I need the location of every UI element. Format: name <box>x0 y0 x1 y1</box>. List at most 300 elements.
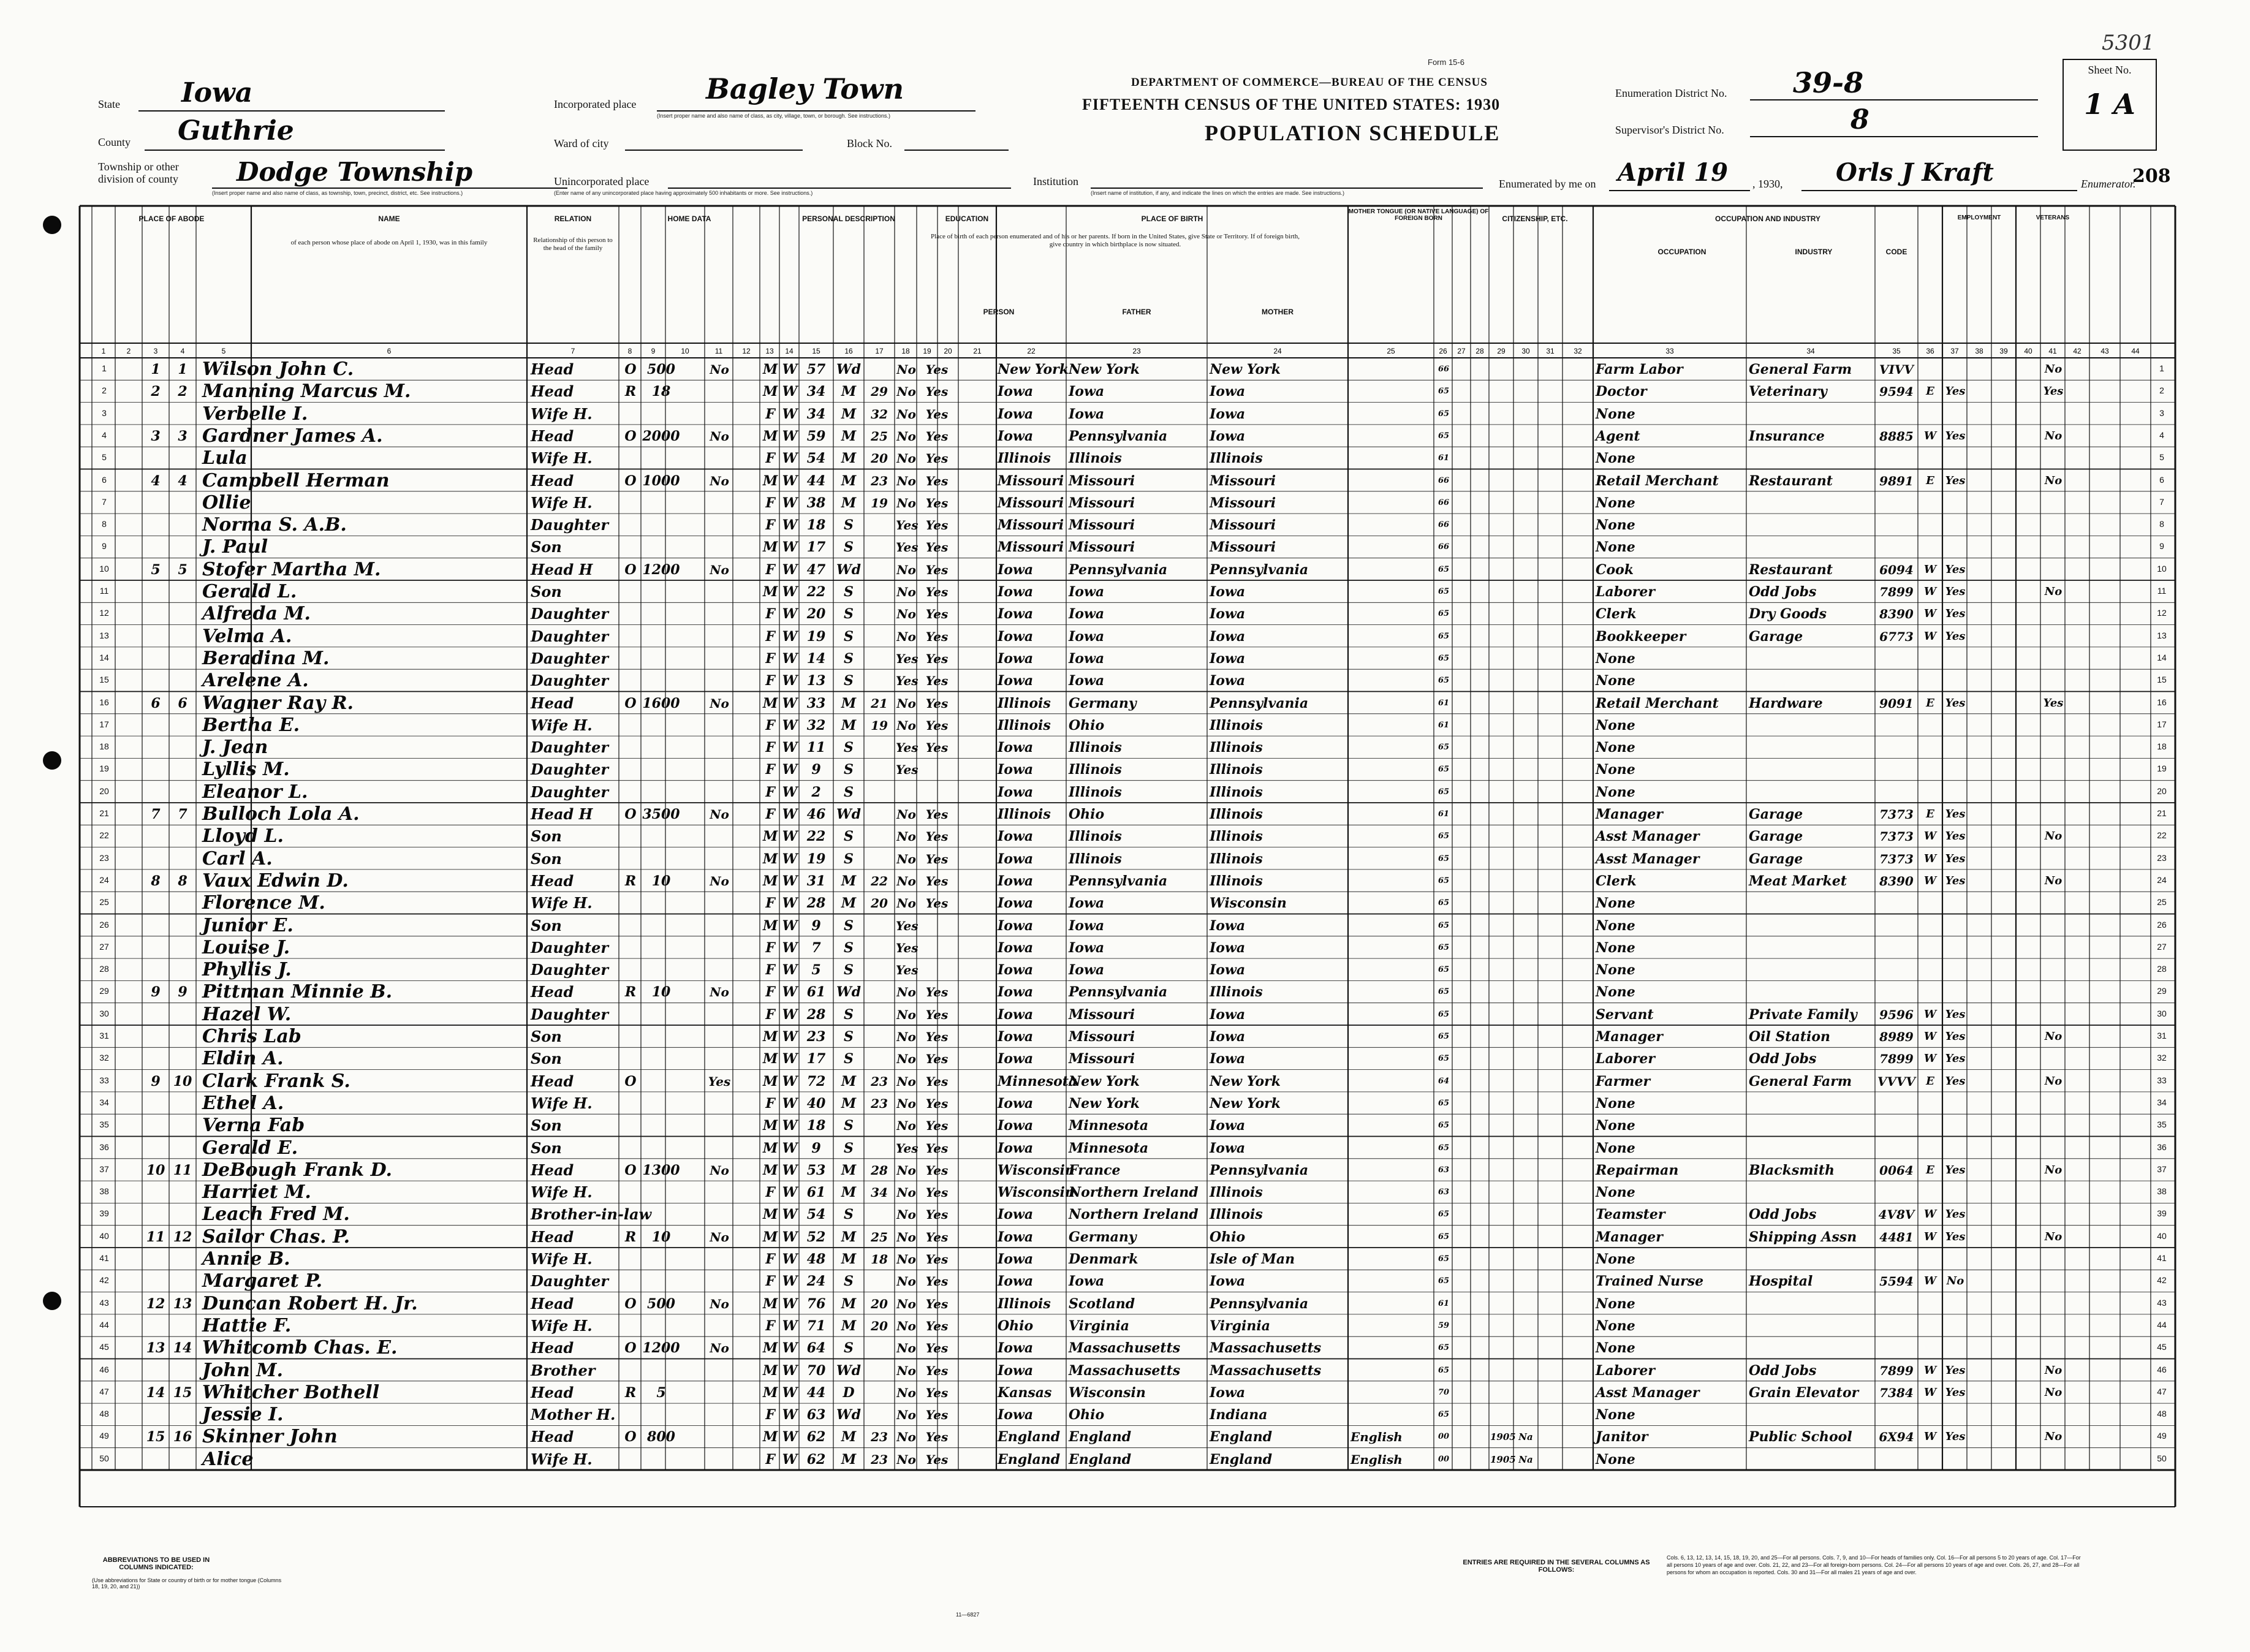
relation: Head H <box>531 560 593 578</box>
line-number: 26 <box>99 919 109 930</box>
birthplace-mother: Ohio <box>1210 1229 1246 1245</box>
farm: No <box>710 1296 729 1311</box>
age: 52 <box>806 1229 826 1245</box>
marital-status: M <box>841 450 857 467</box>
line-number: 33 <box>99 1075 109 1085</box>
race: W <box>782 1029 798 1045</box>
can-read-write: Yes <box>925 1029 949 1044</box>
line-number: 27 <box>99 941 109 952</box>
farm: No <box>710 695 729 711</box>
marital-status: S <box>844 1340 854 1357</box>
age-at-marriage: 20 <box>871 896 888 911</box>
birth-subheading: Place of birth of each person enumerated and of his or her parents. If born in the United States, give State or Territory. If of foreign birth, give country in which birthplace is now situated. <box>931 233 1300 248</box>
can-read-write: Yes <box>925 1007 949 1022</box>
family-number: 15 <box>173 1384 192 1401</box>
age: 61 <box>806 1184 826 1201</box>
line-number: 23 <box>99 852 109 863</box>
farm: No <box>710 562 729 577</box>
line-number: 44 <box>2157 1319 2167 1330</box>
birthplace-person: Iowa <box>998 584 1034 600</box>
line-number: 39 <box>2157 1208 2167 1219</box>
can-read-write: Yes <box>925 384 949 400</box>
age: 28 <box>806 895 826 912</box>
sex: F <box>765 1006 775 1023</box>
occupation-code: 9891 <box>1879 473 1914 488</box>
birth-code: 00 <box>1438 1454 1450 1464</box>
family-number: 13 <box>173 1295 192 1312</box>
farm: No <box>710 428 729 444</box>
race: W <box>782 1207 798 1223</box>
birthplace-mother: Isle of Man <box>1210 1251 1295 1267</box>
dwelling-number: 9 <box>151 1073 161 1089</box>
schedule-title: POPULATION SCHEDULE <box>1205 121 1501 145</box>
relation: Head <box>531 1072 574 1090</box>
age-at-marriage: 23 <box>871 473 888 488</box>
birthplace-mother: Illinois <box>1210 1184 1263 1201</box>
age-at-marriage: 22 <box>871 873 888 889</box>
marital-status: M <box>841 1229 857 1245</box>
person-name: Lloyd L. <box>202 825 284 847</box>
age: 64 <box>806 1340 826 1357</box>
school: Yes <box>896 963 919 978</box>
sex: F <box>765 628 775 645</box>
personal-description-heading: PERSONAL DESCRIPTION <box>802 214 895 223</box>
incorporated-value: Bagley Town <box>706 72 904 105</box>
age-at-marriage: 25 <box>871 1229 888 1245</box>
relation: Wife H. <box>531 1183 593 1202</box>
enumerator-label: Enumerator. <box>2081 178 2136 190</box>
marital-status: S <box>844 539 854 556</box>
line-number: 13 <box>2157 630 2167 640</box>
marital-status: S <box>844 673 854 689</box>
class-of-worker: W <box>1923 1052 1937 1066</box>
line-number: 30 <box>2157 1008 2167 1018</box>
sex: F <box>765 762 775 778</box>
family-number: 4 <box>178 472 188 489</box>
birthplace-mother: Pennsylvania <box>1210 1295 1309 1312</box>
birth-code: 65 <box>1438 409 1450 419</box>
employed: Yes <box>1945 1363 1966 1377</box>
sex: M <box>762 1051 778 1067</box>
line-number: 30 <box>99 1008 109 1018</box>
line-number: 38 <box>2157 1186 2167 1197</box>
can-read-write: Yes <box>925 406 949 422</box>
township-label: Township or other division of county <box>98 161 179 185</box>
birthplace-father: Missouri <box>1069 1006 1135 1023</box>
birthplace-father: Germany <box>1069 695 1137 711</box>
can-read-write: Yes <box>925 1229 949 1245</box>
line-number: 10 <box>99 563 109 574</box>
age: 7 <box>811 939 821 956</box>
enum-date-value: April 19 <box>1618 158 1729 187</box>
race: W <box>782 1451 798 1468</box>
age: 44 <box>806 472 826 489</box>
veteran: No <box>2044 874 2062 887</box>
can-read-write: Yes <box>925 1430 949 1445</box>
family-number: 1 <box>178 362 188 377</box>
farm: No <box>710 1162 729 1178</box>
industry: Restaurant <box>1749 472 1833 489</box>
birthplace-person: Iowa <box>998 762 1034 778</box>
age: 61 <box>806 984 826 1001</box>
birthplace-father: Iowa <box>1069 584 1105 600</box>
birthplace-person: Iowa <box>998 1029 1034 1045</box>
farm: No <box>710 1229 729 1245</box>
relation: Son <box>531 849 562 868</box>
line-number: 8 <box>2159 519 2164 529</box>
line-number: 46 <box>99 1364 109 1374</box>
marital-status: Wd <box>836 362 862 377</box>
relation: Wife H. <box>531 1450 593 1468</box>
occupation-code: 4V8V <box>1878 1207 1915 1222</box>
birthplace-person: Iowa <box>998 939 1034 956</box>
column-number: 31 <box>1546 347 1555 355</box>
line-number: 48 <box>2157 1409 2167 1419</box>
birth-code: 61 <box>1438 453 1450 463</box>
birthplace-father: Northern Ireland <box>1069 1207 1199 1223</box>
can-read-write: Yes <box>925 495 949 510</box>
birth-code: 65 <box>1438 920 1450 930</box>
immigration-year: 1905 <box>1490 1431 1516 1443</box>
birth-code: 65 <box>1438 987 1450 997</box>
enum-district-value: 39-8 <box>1793 66 1864 99</box>
marital-status: S <box>844 1029 854 1045</box>
birth-code: 65 <box>1438 1276 1450 1286</box>
state-value: Iowa <box>181 77 253 108</box>
industry: Hospital <box>1749 1273 1813 1290</box>
birth-code: 65 <box>1438 743 1450 752</box>
birth-code: 65 <box>1438 942 1450 952</box>
school: No <box>896 873 916 889</box>
class-of-worker: W <box>1923 607 1937 621</box>
age: 14 <box>806 650 826 667</box>
line-number: 18 <box>99 741 109 752</box>
age: 54 <box>806 1207 826 1223</box>
sex: M <box>762 828 778 845</box>
birthplace-father: England <box>1069 1451 1132 1468</box>
birth-code: 65 <box>1438 1254 1450 1264</box>
industry: Garage <box>1749 806 1803 822</box>
marital-status: Wd <box>836 984 862 1001</box>
line-number: 24 <box>2157 874 2167 885</box>
can-read-write: Yes <box>925 607 949 622</box>
birth-code: 66 <box>1438 520 1450 530</box>
relation: Daughter <box>531 961 609 979</box>
birthplace-person: Missouri <box>998 494 1064 511</box>
race: W <box>782 362 798 377</box>
person-name: Ollie <box>202 491 251 513</box>
school: No <box>896 896 916 911</box>
line-number: 39 <box>99 1208 109 1219</box>
column-number: 17 <box>875 347 884 355</box>
relation: Head H <box>531 805 593 823</box>
marital-status: M <box>841 1251 857 1267</box>
sex: F <box>765 1317 775 1334</box>
sex: F <box>765 740 775 756</box>
birth-code: 65 <box>1438 787 1450 797</box>
birth-code: 65 <box>1438 653 1450 663</box>
birthplace-mother: Iowa <box>1210 939 1246 956</box>
birthplace-person: England <box>998 1451 1061 1468</box>
occupation-code: 5594 <box>1879 1274 1914 1289</box>
birthplace-father: Denmark <box>1069 1251 1138 1267</box>
race: W <box>782 851 798 867</box>
birthplace-mother: Pennsylvania <box>1210 695 1309 711</box>
sex: M <box>762 1362 778 1379</box>
school: No <box>896 1296 916 1311</box>
birth-code: 63 <box>1438 1165 1450 1175</box>
person-name: Campbell Herman <box>202 469 390 491</box>
institution-note: (Insert name of institution, if any, and indicate the lines on which the entries are made. See instructions.) <box>1091 190 1345 196</box>
relation: Wife H. <box>531 716 593 734</box>
occupation-code: VVVV <box>1877 1074 1916 1089</box>
age: 17 <box>806 539 826 556</box>
person-name: Gerald L. <box>202 581 297 602</box>
birthplace-father: Germany <box>1069 1229 1137 1245</box>
line-number: 34 <box>2157 1097 2167 1107</box>
employed: Yes <box>1945 830 1966 843</box>
line-number: 50 <box>2157 1453 2167 1463</box>
birthplace-mother: Indiana <box>1210 1407 1268 1423</box>
employed: Yes <box>1945 629 1966 643</box>
home-owned: R <box>624 984 637 1001</box>
occupation: None <box>1596 784 1635 800</box>
column-number: 5 <box>221 347 226 355</box>
person-name: Chris Lab <box>202 1026 301 1047</box>
occupation: None <box>1596 984 1635 1001</box>
occupation: None <box>1596 406 1635 422</box>
home-owned: O <box>624 472 637 489</box>
birthplace-mother: Iowa <box>1210 1029 1246 1045</box>
birthplace-father: Ohio <box>1069 806 1105 822</box>
occupation-code: 7899 <box>1879 1051 1914 1067</box>
class-of-worker: W <box>1923 1430 1937 1444</box>
home-owned: R <box>624 1229 637 1245</box>
line-number: 45 <box>2157 1342 2167 1352</box>
dwelling-number: 10 <box>146 1162 165 1178</box>
employed: Yes <box>1945 585 1966 598</box>
birthplace-person: Iowa <box>998 895 1034 912</box>
birthplace-mother: New York <box>1210 1095 1281 1112</box>
relation: Daughter <box>531 1005 609 1023</box>
person-name: Alice <box>202 1448 254 1470</box>
race: W <box>782 1273 798 1290</box>
birthplace-father: Iowa <box>1069 406 1105 422</box>
line-number: 19 <box>2157 763 2167 774</box>
birthplace-father: Iowa <box>1069 895 1105 912</box>
birthplace-mother: Iowa <box>1210 673 1246 689</box>
family-number: 10 <box>173 1073 192 1089</box>
sex: F <box>765 1273 775 1290</box>
relation: Daughter <box>531 627 609 645</box>
race: W <box>782 606 798 623</box>
birthplace-mother: Missouri <box>1210 517 1276 534</box>
birth-code: 65 <box>1438 587 1450 596</box>
employed: Yes <box>1945 429 1966 442</box>
marital-status: S <box>844 1140 854 1156</box>
age: 47 <box>806 561 826 578</box>
can-read-write: Yes <box>925 1207 949 1222</box>
birthplace-person: Iowa <box>998 1340 1034 1357</box>
relation: Brother <box>531 1361 596 1379</box>
birthplace-mother: New York <box>1210 362 1281 377</box>
column-number: 34 <box>1806 347 1815 355</box>
relation: Mother H. <box>531 1406 616 1424</box>
column-number: 12 <box>742 347 751 355</box>
race: W <box>782 1251 798 1267</box>
employed: Yes <box>1945 474 1966 487</box>
birthplace-person: Missouri <box>998 517 1064 534</box>
line-number: 40 <box>99 1230 109 1241</box>
birthplace-mother: Iowa <box>1210 962 1246 979</box>
family-number: 14 <box>173 1340 192 1357</box>
occupation: Asst Manager <box>1596 828 1700 845</box>
school: Yes <box>896 940 919 955</box>
occupation: Agent <box>1596 428 1640 444</box>
line-number: 36 <box>99 1142 109 1152</box>
race: W <box>782 650 798 667</box>
dwelling-number: 4 <box>151 472 161 489</box>
class-of-worker: W <box>1923 629 1937 643</box>
sex: M <box>762 1162 778 1178</box>
line-number: 49 <box>2157 1431 2167 1441</box>
age: 28 <box>806 1006 826 1023</box>
marital-status: S <box>844 1051 854 1067</box>
can-read-write: Yes <box>925 1341 949 1356</box>
line-number: 8 <box>102 519 107 529</box>
school: No <box>896 1229 916 1245</box>
employed: Yes <box>1945 385 1966 398</box>
marital-status: M <box>841 1162 857 1178</box>
census-title: FIFTEENTH CENSUS OF THE UNITED STATES: 1930 <box>1082 96 1501 113</box>
sex: F <box>765 895 775 912</box>
sex: M <box>762 1384 778 1401</box>
industry: General Farm <box>1749 362 1852 377</box>
school: Yes <box>896 673 919 689</box>
occupation: Clerk <box>1596 873 1637 889</box>
marital-status: S <box>844 917 854 934</box>
industry: Odd Jobs <box>1749 1207 1817 1223</box>
line-number: 15 <box>2157 675 2167 685</box>
birth-code: 65 <box>1438 1032 1450 1041</box>
dwelling-number: 7 <box>151 806 161 822</box>
line-number: 50 <box>99 1453 109 1463</box>
occupation: None <box>1596 1095 1635 1112</box>
race: W <box>782 1295 798 1312</box>
can-read-write: Yes <box>925 1118 949 1134</box>
race: W <box>782 873 798 889</box>
birthplace-mother: England <box>1210 1429 1273 1446</box>
occupation-code: 4481 <box>1879 1229 1914 1245</box>
birthplace-mother: Iowa <box>1210 1384 1246 1401</box>
employed: Yes <box>1945 1163 1966 1176</box>
relation: Wife H. <box>531 493 593 512</box>
person-name: Vaux Edwin D. <box>202 870 349 892</box>
age: 63 <box>806 1407 826 1423</box>
birthplace-person: Illinois <box>998 450 1051 467</box>
marital-status: M <box>841 695 857 711</box>
line-number: 48 <box>99 1409 109 1419</box>
veteran: No <box>2044 1074 2062 1088</box>
birthplace-mother: New York <box>1210 1073 1281 1089</box>
race: W <box>782 1118 798 1134</box>
birthplace-mother: Illinois <box>1210 450 1263 467</box>
home-value: 1300 <box>642 1162 680 1178</box>
birthplace-father: New York <box>1069 1073 1140 1089</box>
line-number: 32 <box>99 1053 109 1063</box>
marital-status: M <box>841 717 857 733</box>
occupation: None <box>1596 1451 1635 1468</box>
sex: F <box>765 939 775 956</box>
line-number: 15 <box>99 675 109 685</box>
school: Yes <box>896 651 919 666</box>
column-number: 9 <box>651 347 656 355</box>
column-number: 35 <box>1892 347 1901 355</box>
marital-status: M <box>841 494 857 511</box>
marital-status: S <box>844 962 854 979</box>
race: W <box>782 561 798 578</box>
age: 76 <box>806 1295 826 1312</box>
marital-status: S <box>844 740 854 756</box>
abbreviations-note: (Use abbreviations for State or country of birth or for mother tongue (Columns 18, 19, 20, and 21)) <box>92 1577 282 1589</box>
marital-status: M <box>841 1429 857 1446</box>
relation: Head <box>531 983 574 1001</box>
line-number: 25 <box>99 897 109 907</box>
sex: F <box>765 650 775 667</box>
industry: Oil Station <box>1749 1029 1831 1045</box>
can-read-write: Yes <box>925 473 949 488</box>
person-name: Manning Marcus M. <box>202 381 411 403</box>
age: 22 <box>806 584 826 600</box>
home-owned: O <box>624 561 637 578</box>
veteran: No <box>2044 1230 2062 1243</box>
birthplace-father: Scotland <box>1069 1295 1135 1312</box>
school: No <box>896 406 916 422</box>
institution-label: Institution <box>1033 175 1079 188</box>
birthplace-father: Iowa <box>1069 673 1105 689</box>
family-number: 7 <box>178 806 188 822</box>
school: No <box>896 829 916 844</box>
relation: Daughter <box>531 1272 609 1290</box>
can-read-write: Yes <box>925 362 949 377</box>
line-number: 6 <box>2159 474 2164 485</box>
relation: Son <box>531 1139 562 1157</box>
occupation: None <box>1596 1407 1635 1423</box>
sex: F <box>765 406 775 422</box>
age: 53 <box>806 1162 826 1178</box>
class-of-worker: W <box>1923 1275 1937 1288</box>
age: 22 <box>806 828 826 845</box>
race: W <box>782 1051 798 1067</box>
birthplace-person: Iowa <box>998 1140 1034 1156</box>
industry: Garage <box>1749 628 1803 645</box>
birthplace-person: Wisconsin <box>998 1184 1075 1201</box>
race: W <box>782 984 798 1001</box>
marital-status: S <box>844 762 854 778</box>
sex: F <box>765 561 775 578</box>
birthplace-person: Illinois <box>998 695 1051 711</box>
birthplace-person: Iowa <box>998 784 1034 800</box>
can-read-write: Yes <box>925 585 949 599</box>
birthplace-father: Missouri <box>1069 472 1135 489</box>
home-value: 10 <box>651 984 671 1001</box>
home-value: 1200 <box>642 1340 680 1357</box>
birth-code: 65 <box>1438 1343 1450 1353</box>
farm: No <box>710 985 729 1000</box>
line-number: 1 <box>102 363 107 373</box>
race: W <box>782 806 798 822</box>
age-at-marriage: 19 <box>871 495 888 510</box>
